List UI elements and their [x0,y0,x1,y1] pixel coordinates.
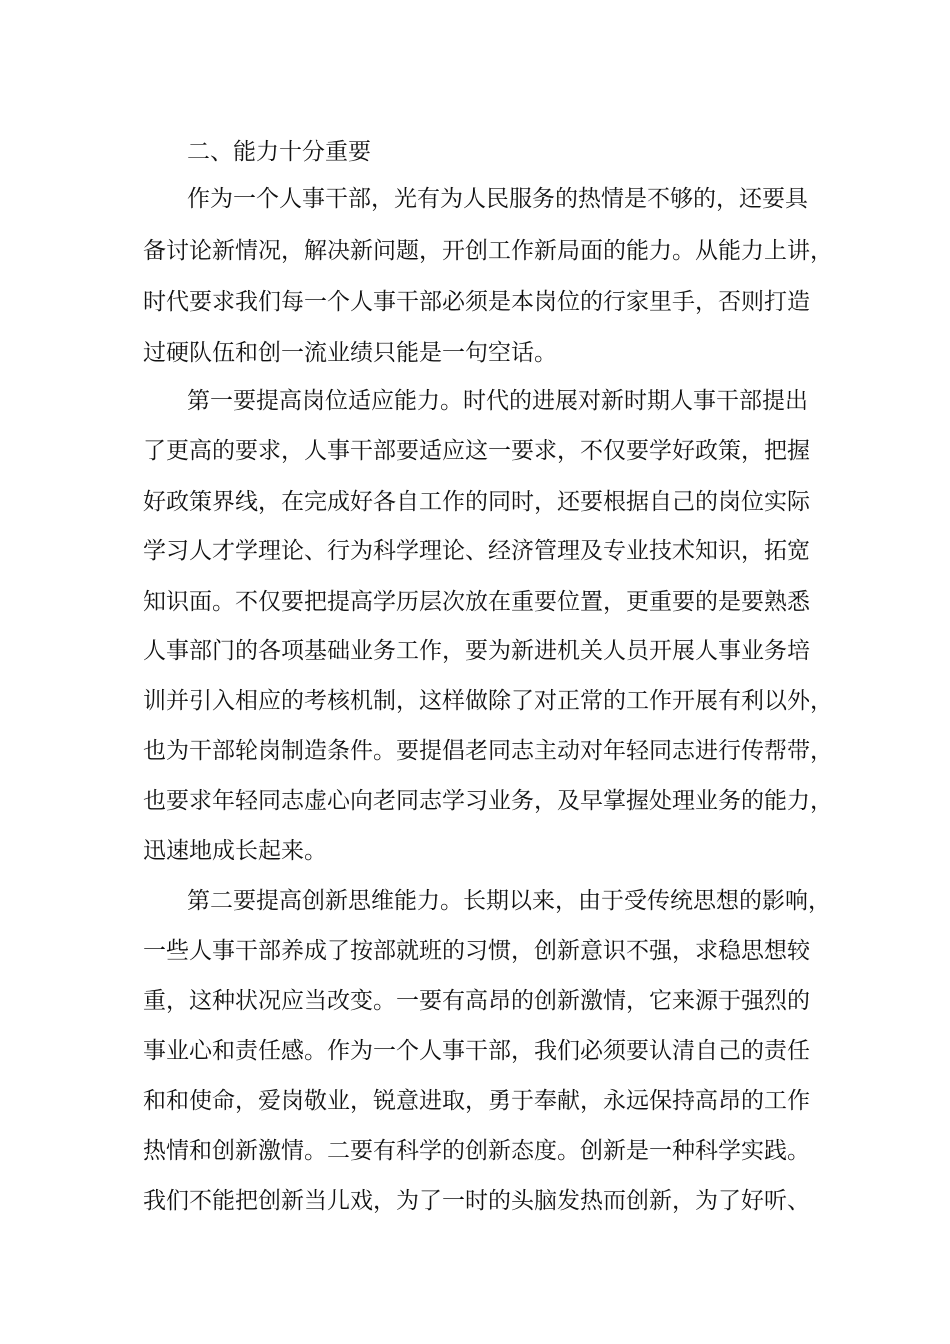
paragraph-3-line-6: 热情和创新激情。二要有科学的创新态度。创新是一种科学实践。 [143,1138,810,1164]
paragraph-3-line-7: 我们不能把创新当儿戏，为了一时的头脑发热而创新，为了好听、 [143,1188,810,1214]
paragraph-3-line-4: 事业心和责任感。作为一个人事干部，我们必须要认清自己的责任 [143,1038,810,1064]
paragraph-1-line-4: 过硬队伍和创一流业绩只能是一句空话。 [143,340,557,366]
paragraph-2-line-3: 好政策界线，在完成好各自工作的同时，还要根据自己的岗位实际 [143,489,810,515]
paragraph-3-line-5: 和和使命，爱岗敬业，锐意进取，勇于奉献，永远保持高昂的工作 [143,1088,810,1114]
paragraph-2-line-7: 训并引入相应的考核机制，这样做除了对正常的工作开展有利以外， [143,688,833,714]
paragraph-3-line-3: 重，这种状况应当改变。一要有高昂的创新激情，它来源于强烈的 [143,988,810,1014]
paragraph-2-line-9: 也要求年轻同志虚心向老同志学习业务，及早掌握处理业务的能力， [143,788,833,814]
paragraph-3-line-1: 第二要提高创新思维能力。长期以来，由于受传统思想的影响， [187,888,831,914]
paragraph-2-line-10: 迅速地成长起来。 [143,838,327,864]
paragraph-1-line-2: 备讨论新情况，解决新问题，开创工作新局面的能力。从能力上讲， [143,238,833,264]
paragraph-1-line-1: 作为一个人事干部，光有为人民服务的热情是不够的，还要具 [187,186,808,212]
paragraph-2-line-8: 也为干部轮岗制造条件。要提倡老同志主动对年轻同志进行传帮带， [143,738,833,764]
paragraph-3-line-2: 一些人事干部养成了按部就班的习惯，创新意识不强，求稳思想较 [143,938,810,964]
section-heading: 二、能力十分重要 [187,139,371,165]
paragraph-2-line-5: 知识面。不仅要把提高学历层次放在重要位置，更重要的是要熟悉 [143,589,810,615]
paragraph-1-line-3: 时代要求我们每一个人事干部必须是本岗位的行家里手，否则打造 [143,289,810,315]
paragraph-2-line-6: 人事部门的各项基础业务工作，要为新进机关人员开展人事业务培 [143,638,810,664]
paragraph-2-line-1: 第一要提高岗位适应能力。时代的进展对新时期人事干部提出 [187,388,808,414]
paragraph-2-line-2: 了更高的要求，人事干部要适应这一要求，不仅要学好政策，把握 [143,438,810,464]
paragraph-2-line-4: 学习人才学理论、行为科学理论、经济管理及专业技术知识，拓宽 [143,538,810,564]
